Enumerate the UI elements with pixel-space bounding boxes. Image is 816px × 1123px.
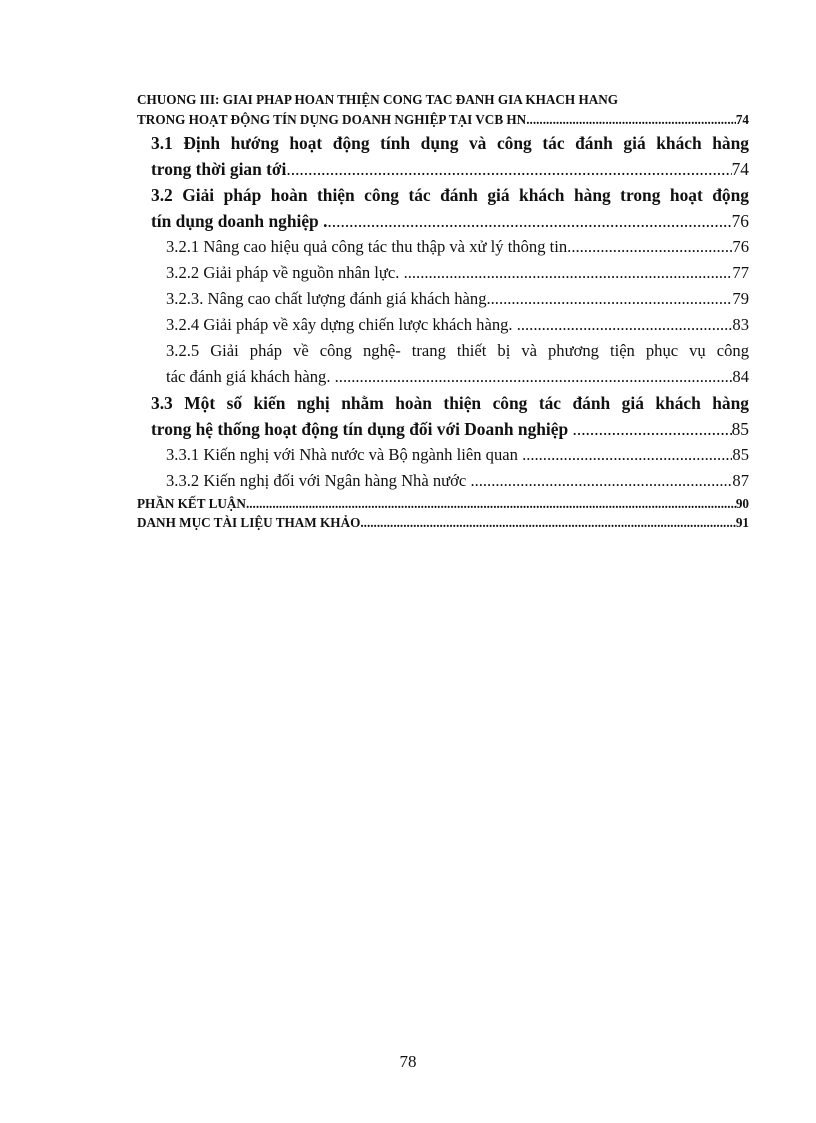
dot-leader [335,364,733,390]
toc-entry-chapter-3[interactable] [137,90,749,130]
section-3-3-page: 85 [731,419,749,439]
dot-leader [291,156,732,182]
toc-entry-3-3[interactable] [151,390,749,442]
dot-leader [404,260,733,286]
section-3-1-title-line2: trong thời gian tới [151,159,287,179]
section-3-1-page: 74 [731,159,749,179]
toc-entry-3-2-2[interactable] [166,260,749,286]
section-3-2-title-line2: tín dụng doanh nghiệp . [151,211,328,231]
toc-entry-conclusion[interactable] [137,494,749,513]
table-of-contents [137,90,749,532]
section-3-2-2-title: 3.2.2 Giải pháp về nguồn nhân lực. [166,263,400,282]
references-page: 91 [735,515,749,530]
toc-entry-3-2-5[interactable] [166,338,749,390]
toc-entry-3-1[interactable] [151,130,749,182]
toc-entry-3-2[interactable] [151,182,749,234]
section-3-2-title-line1: 3.2 Giải pháp hoàn thiện công tác đánh giá khách hàng trong hoạt động [151,185,749,205]
section-3-2-2-page: 77 [732,263,749,282]
dot-leader [573,416,732,442]
section-3-2-1-title: 3.2.1 Nâng cao hiệu quả công tác thu thập và xử lý thông tin [166,237,568,256]
section-3-1-title-line1: 3.1 Định hướng hoạt động tính dụng và công tác đánh giá khách hàng [151,133,749,153]
toc-entry-3-2-3[interactable] [166,286,749,312]
section-3-3-1-page: 85 [732,445,749,464]
section-3-2-4-page: 83 [732,315,749,334]
toc-entry-3-3-1[interactable] [166,442,749,468]
dot-leader [517,312,733,338]
chapter-3-page: 74 [735,112,749,127]
section-3-2-4-title: 3.2.4 Giải pháp về xây dựng chiến lược khách hàng. [166,315,513,334]
references-title: DANH MỤC TÀI LIỆU THAM KHẢO [137,515,361,530]
dot-leader [522,442,732,468]
dot-leader [470,468,732,494]
section-3-2-5-title-line1: 3.2.5 Giải pháp về công nghệ- trang thiết bị và phương tiện phục vụ công [166,341,749,360]
dot-leader [567,234,732,260]
section-3-2-5-page: 84 [732,367,749,386]
conclusion-page: 90 [735,496,749,511]
section-3-2-3-page: 79 [732,289,749,308]
chapter-3-title-line1: CHUONG III: GIAI PHAP HOAN THIỆN CONG TAC ĐANH GIA KHACH HANG [137,92,619,107]
dot-leader [360,513,735,532]
dot-leader [491,286,733,312]
section-3-2-5-title-line2: tác đánh giá khách hàng. [166,367,331,386]
dot-leader [526,110,736,130]
page-number: 78 [399,1052,417,1071]
toc-entry-3-2-4[interactable] [166,312,749,338]
section-3-3-title-line2: trong hệ thống hoạt động tín dụng đối với Doanh nghiệp [151,419,569,439]
toc-entry-3-2-1[interactable] [166,234,749,260]
section-3-3-1-title: 3.3.1 Kiến nghị với Nhà nước và Bộ ngành liên quan [166,445,518,464]
toc-entry-3-3-2[interactable] [166,468,749,494]
chapter-3-title-line2: TRONG HOẠT ĐỘNG TÍN DỤNG DOANH NGHIỆP TẠI VCB HN [137,112,527,127]
dot-leader [246,494,736,513]
section-3-2-page: 76 [731,211,749,231]
section-3-2-1-page: 76 [732,237,749,256]
section-3-2-3-title: 3.2.3. Nâng cao chất lượng đánh giá khách hàng. [166,289,491,308]
section-3-3-title-line1: 3.3 Một số kiến nghị nhằm hoàn thiện công tác đánh giá khách hàng [151,393,749,413]
conclusion-title: PHẦN KẾT LUẬN [137,496,246,511]
toc-entry-references[interactable] [137,513,749,532]
section-3-3-2-page: 87 [732,471,749,490]
section-3-1-suffix: . [286,159,291,179]
section-3-3-2-title: 3.3.2 Kiến nghị đối với Ngân hàng Nhà nước [166,471,467,490]
dot-leader [327,208,731,234]
